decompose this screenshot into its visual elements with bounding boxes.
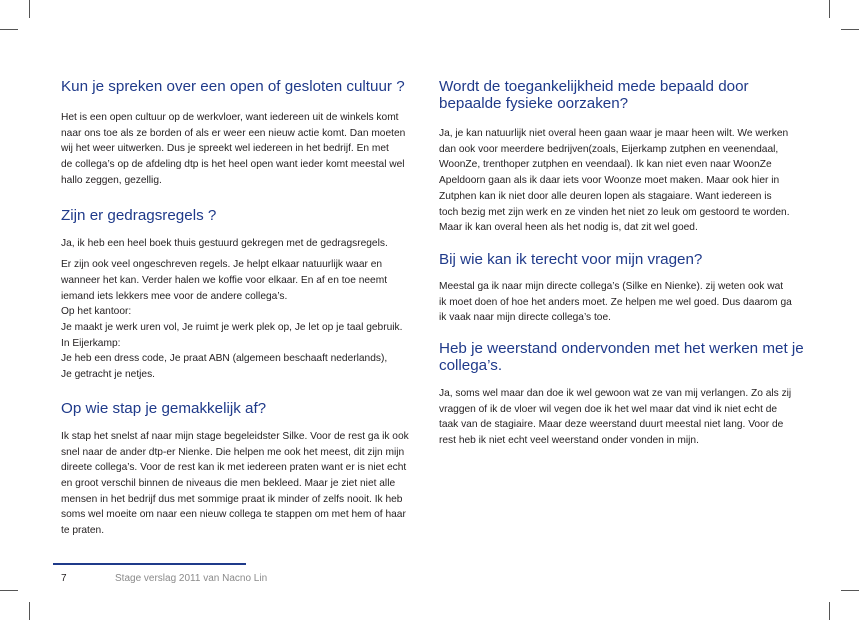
heading-approach: Op wie stap je gemakkelijk af?: [61, 399, 267, 417]
heading-accessibility: Wordt de toegankelijkheid mede bepaald door bepaalde fysieke oorzaken?: [439, 78, 749, 112]
crop-mark: [829, 0, 830, 18]
crop-mark: [829, 602, 830, 620]
paragraph-unwritten-rules: Er zijn ook veel ongeschreven regels. Je helpt elkaar natuurlijk waar en wanneer het kan. Verder halen we koffie voor elkaar. En af en toe neemt iemand iets lekkers mee voor de andere collega’s. Op het kantoor: Je maakt je werk uren vol, Je ruimt je werk plek op, Je let op je taal gebruik. In Eijerkamp: Je heb een dress code, Je praat ABN (algemeen beschaaft nederlands), Je getracht je netjes.: [61, 259, 403, 381]
left-column: [61, 78, 423, 539]
heading-conduct-rules: Zijn er gedragsregels ?: [61, 206, 217, 224]
paragraph-approach: Ik stap het snelst af naar mijn stage begeleidster Silke. Voor de rest ga ik ook snel naar de ander dtp-er Nienke. Die helpen me ook het meest, dit zijn mijn direete collega’s. Voor de rest kan ik met iedereen praten want er is niet echt en groot verschil binnen de niveaus die men bekleed. Maar je ziet niet alle mensen in het bedrijf dus met sommige praat ik minder of zelfs nooit. Ik heb soms wel moeite om naar een nieuw collega te stappen om met hem of haar te praten.: [61, 430, 409, 537]
paragraph-conduct-book: Ja, ik heb een heel boek thuis gestuurd gekregen met de gedragsregels.: [61, 237, 388, 249]
crop-mark: [29, 0, 30, 18]
heading-resistance: Heb je weerstand ondervonden met het werken met je collega’s.: [439, 340, 804, 375]
heading-questions: Bij wie kan ik terecht voor mijn vragen?: [439, 250, 703, 268]
crop-mark: [29, 602, 30, 620]
paragraph-accessibility: Ja, je kan natuurlijk niet overal heen gaan waar je maar heen wilt. We werken dan ook voor meerdere bedrijven(zoals, Eijerkamp zutphen en veenendaal, WoonZe, trenthoper zutphen en veendaal). Ik kan niet even naar WoonZe Apeldoorn gaan als ik daar iets voor Woonze moet maken. Maar ook hier in Zutphen kan ik niet door alle deuren lopen als stagaiare. Want iedereen is toch bezig met zijn werk en ze vinden het niet zo leuk om gestoord te worden. Maar ik kan overal heen als het nodig is, dat zit wel goed.: [439, 128, 790, 234]
paragraph-open-culture: Het is een open cultuur op de werkvloer, want iedereen uit de winkels komt naar ons toe als ze borden of als er weer een nieuw actie komt. Dan moeten wij het weer uitwerken. Dus je spreekt wel iedereen in het bedrijf. En met de collega’s op de afdeling dtp is het heel open want ieder komt meestal wel hallo zeggen, gezellig.: [61, 112, 406, 186]
footer-title: Stage verslag 2011 van Nacno Lin: [115, 573, 268, 584]
paragraph-resistance: Ja, soms wel maar dan doe ik wel gewoon wat ze van mij verlangen. Zo als zij vraggen of ik de vloer wil vegen doe ik het wel maar dat vind ik niet echt de taak van de stagiaire. Maar deze weerstand duurt meestal niet lang. Voor de rest heb ik niet echt veel weerstand onder vonden in mijn.: [439, 388, 792, 447]
footer-rule: [53, 563, 246, 565]
heading-open-culture: Kun je spreken over een open of gesloten cultuur ?: [61, 78, 405, 95]
crop-mark: [841, 590, 859, 591]
paragraph-questions: Meestal ga ik naar mijn directe collega’s (Silke en Nienke). zij weten ook wat ik moet doen of hoe het anders moet. Ze helpen me wel goed. Dus daarom ga ik vaak naar mijn directe collega’s toe.: [439, 280, 792, 324]
page-number: 7: [61, 573, 67, 584]
crop-mark: [0, 590, 18, 591]
right-column: [439, 78, 807, 449]
crop-mark: [0, 29, 18, 30]
crop-mark: [841, 29, 859, 30]
